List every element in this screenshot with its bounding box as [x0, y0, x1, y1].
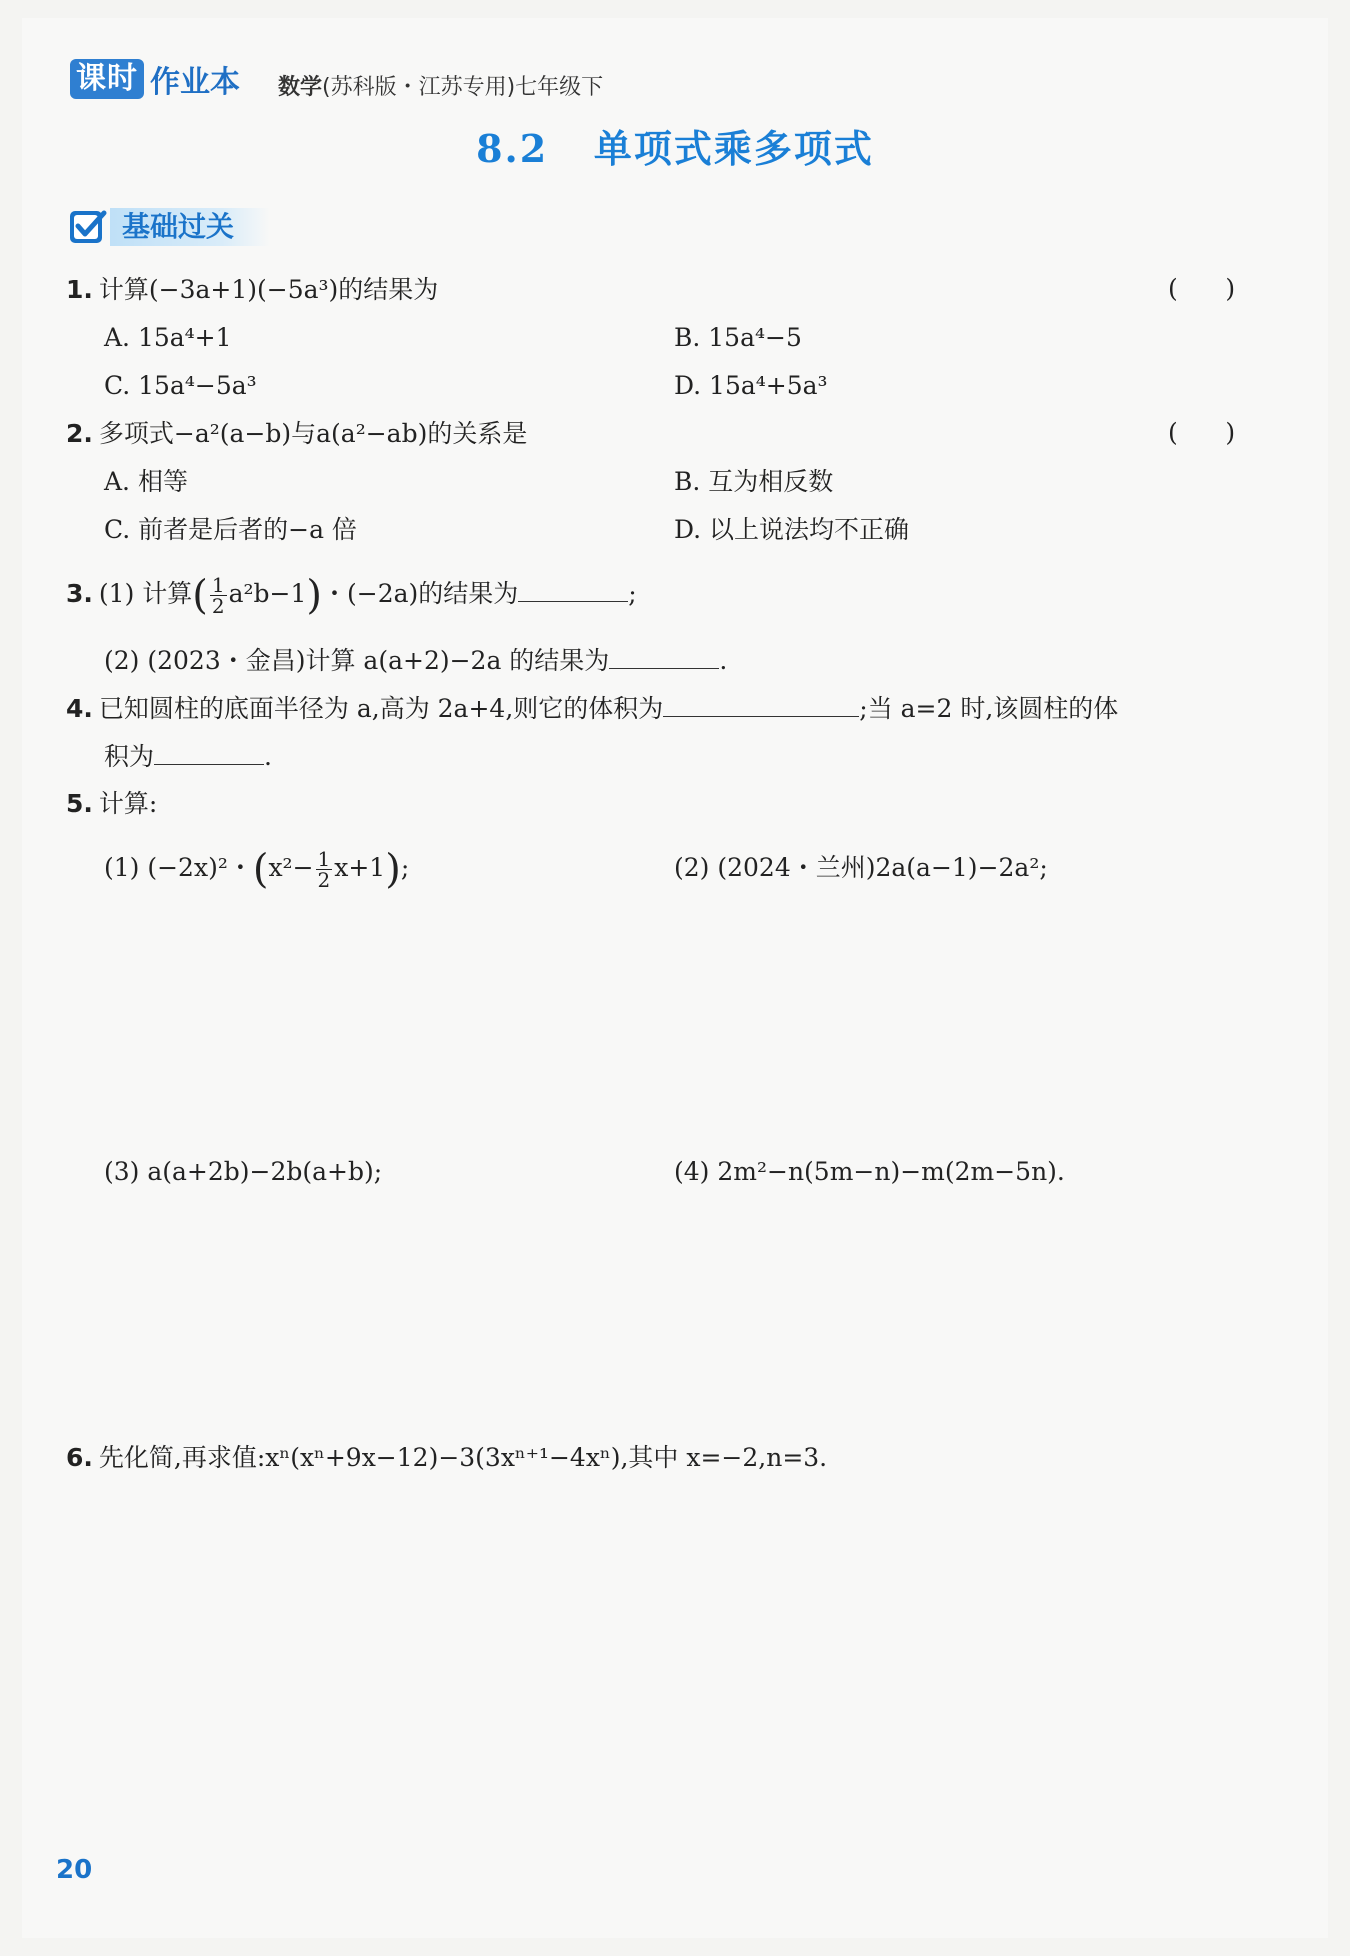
- section-title: [0, 118, 1350, 173]
- question-5-part-4: (4) 2m²−n(5m−n)−m(2m−5n).: [674, 1157, 1065, 1186]
- question-4-line-2: [104, 740, 272, 773]
- answer-blank[interactable]: [663, 692, 859, 717]
- question-5: [66, 788, 157, 820]
- fraction-numerator: 1: [211, 573, 225, 597]
- book-logo: [70, 58, 240, 100]
- question-text: ;当 a=2 时,该圆柱的体: [859, 694, 1119, 723]
- part-end: .: [719, 646, 728, 675]
- logo-box-text: 课时: [70, 59, 144, 99]
- logo-rest-text: 作业本: [150, 65, 240, 100]
- page-background: [22, 18, 1328, 1938]
- question-number: 4.: [66, 694, 93, 723]
- expression-body: a²b−1: [228, 579, 307, 608]
- fraction: [210, 575, 227, 616]
- page-number: 20: [56, 1855, 93, 1885]
- fraction-denominator: 2: [211, 594, 225, 618]
- question-3-part-1: [66, 566, 637, 624]
- left-paren: (: [252, 846, 269, 893]
- question-1: [66, 274, 438, 306]
- option-a: A. 相等: [104, 467, 188, 496]
- option-b: B. 互为相反数: [674, 467, 834, 496]
- question-stem: 计算:: [98, 789, 158, 818]
- question-number: 3.: [66, 579, 93, 608]
- option-c: C. 15a⁴−5a³: [104, 371, 257, 400]
- option-d: D. 15a⁴+5a³: [674, 371, 828, 400]
- fraction-numerator: 1: [317, 847, 331, 871]
- question-text: 积为: [104, 742, 155, 771]
- question-5-part-1: [104, 840, 409, 898]
- badge-label: 基础过关: [110, 208, 270, 246]
- subject-label: 数学: [278, 75, 323, 100]
- question-4-line-1: [66, 692, 1118, 725]
- question-number: 1.: [66, 275, 93, 304]
- fraction: [316, 849, 333, 890]
- option-a: A. 15a⁴+1: [104, 323, 232, 352]
- section-number: 8.2: [476, 126, 549, 171]
- right-paren: ): [306, 572, 323, 619]
- left-paren: (: [192, 572, 208, 619]
- question-stem: 多项式−a²(a−b)与a(a²−ab)的关系是: [98, 419, 528, 448]
- expression-a: x²−: [268, 853, 314, 882]
- question-number: 6.: [66, 1443, 93, 1472]
- fraction-denominator: 2: [317, 868, 331, 892]
- checkmark-icon: [68, 207, 108, 247]
- answer-blank[interactable]: [609, 644, 719, 669]
- question-number: 5.: [66, 789, 93, 818]
- question-text: 已知圆柱的底面半径为 a,高为 2a+4,则它的体积为: [98, 694, 664, 723]
- answer-parentheses: ( ): [1168, 418, 1236, 447]
- part-suffix: ・(−2a)的结果为: [322, 579, 519, 608]
- edition-label: (苏科版・江苏专用)七年级下: [322, 75, 604, 100]
- part-end: ;: [628, 579, 637, 608]
- option-b: B. 15a⁴−5: [674, 323, 802, 352]
- question-text: 先化简,再求值:xⁿ(xⁿ+9x−12)−3(3xⁿ⁺¹−4xⁿ),其中 x=−2,n=3.: [98, 1443, 828, 1472]
- section-name: 单项式乘多项式: [593, 126, 874, 171]
- question-end: .: [264, 742, 272, 771]
- question-stem: 计算(−3a+1)(−5a³)的结果为: [98, 275, 439, 304]
- question-5-part-2: (2) (2024・兰州)2a(a−1)−2a²;: [674, 853, 1048, 882]
- question-3-part-2: [104, 644, 727, 677]
- part-prefix: (1) (−2x)²・: [104, 853, 253, 882]
- part-prefix: (1) 计算: [98, 579, 193, 608]
- part-text: (2) (2023・金昌)计算 a(a+2)−2a 的结果为: [104, 646, 610, 675]
- book-subtitle: [278, 70, 603, 101]
- option-c: C. 前者是后者的−a 倍: [104, 515, 357, 544]
- question-2: [66, 418, 527, 450]
- section-badge: [68, 205, 270, 249]
- answer-blank[interactable]: [154, 740, 264, 765]
- question-6: [66, 1442, 827, 1474]
- answer-blank[interactable]: [518, 577, 628, 602]
- expression-b: x+1: [334, 853, 386, 882]
- part-end: ;: [400, 853, 410, 882]
- question-5-part-3: (3) a(a+2b)−2b(a+b);: [104, 1157, 383, 1186]
- answer-parentheses: ( ): [1168, 274, 1236, 303]
- question-number: 2.: [66, 419, 93, 448]
- right-paren: ): [385, 846, 401, 893]
- option-d: D. 以上说法均不正确: [674, 515, 910, 544]
